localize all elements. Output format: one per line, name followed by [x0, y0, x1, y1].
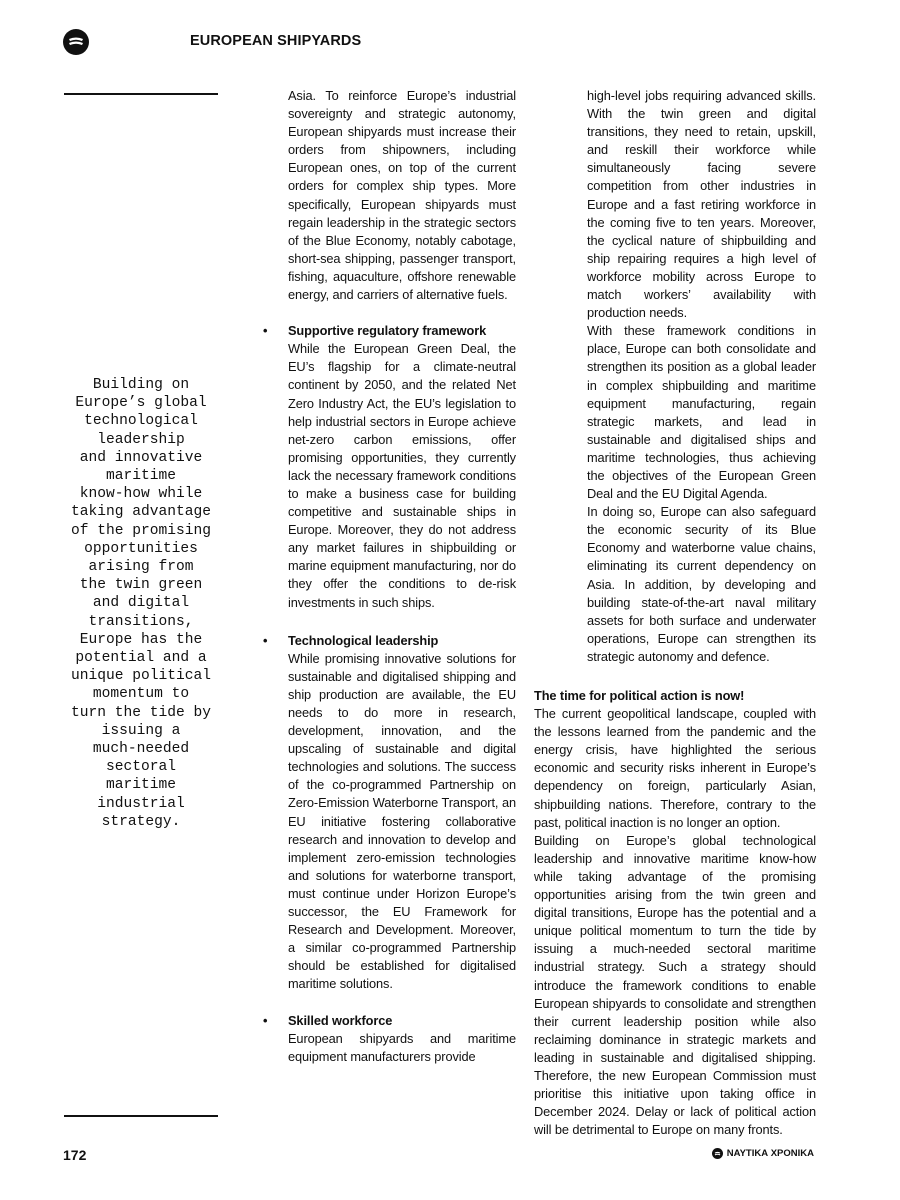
right-text-column: [534, 87, 816, 1139]
security-paragraph: In doing so, Europe can also safeguard the economic security of its Blue Economy and waterborne value chains, eliminating its current dependency on Asia. In addition, by developing and building state-of-the-art naval military assets for both surface and underwater operations, Europe can strengthen its strategic autonomy and defence.: [587, 504, 816, 664]
brand-name: ΝΑΥΤΙΚΑ ΧΡΟΝΙΚΑ: [726, 1148, 814, 1159]
intro-paragraph: Asia. To reinforce Europe’s industrial sovereignty and strategic autonomy, European shipyards must increase their orders from shipowners, including European ones, on top of the current orders for complex ship types. More specifically, European shipyards must regain leadership in the strategic sectors of the Blue Economy, notably cabotage, short-sea shipping, passenger transport, fishing, aquaculture, offshore renewable energy, and carriers of alternative fuels.: [288, 88, 516, 303]
workforce-paragraph: European shipyards and maritime equipment manufacturers provide: [288, 1030, 516, 1064]
bullet-icon: •: [263, 632, 268, 648]
action-heading: The time for political action is now!: [534, 688, 745, 703]
workforce-heading-text: Skilled workforce: [288, 1012, 393, 1028]
pull-quote: Building on Europe’s global technological leadership and innovative maritime know-how while taking advantage of the promising opportunities arising from the twin green and digital transitions, Europe has the potential and a unique political momentum to turn the tide by issuing a much-needed sectoral maritime industrial strategy.: [70, 377, 212, 830]
page-number: 172: [63, 1147, 87, 1163]
footer-brand: [712, 1148, 814, 1159]
workforce-heading: [263, 1012, 516, 1030]
publication-logo-icon: [63, 29, 89, 55]
bullet-icon: •: [263, 323, 268, 339]
action-paragraph-2: Building on Europe’s global technological leadership and innovative maritime know-how while taking advantage of the promising opportunities arising from the twin green and digital transitions, Europe has the potential and a unique political momentum to turn the tide by issuing a much-needed sectoral maritime industrial strategy. Such a strategy should introduce the framework conditions to enable European shipyards to consolidate and strengthen their current leadership position while also reclaiming dominance in strategic markets and leading in sustainable and digitalised shipping. Therefore, the new European Commission must prioritise this initiative upon taking office in December 2024. Delay or lack of political action will be detrimental to Europe on many fronts.: [534, 832, 816, 1138]
section-title: EUROPEAN SHIPYARDS: [190, 33, 362, 49]
conditions-paragraph: With these framework conditions in place, Europe can both consolidate and strengthen its position as a global leader in complex shipbuilding and maritime equipment manufacturing, regain strategic markets, and lead in sustainable and digitalised ships and maritime technologies, thus achieving the objectives of the European Green Deal and the EU Digital Agenda.: [587, 323, 816, 502]
left-text-column: [263, 87, 516, 1066]
workforce-continued-paragraph: high-level jobs requiring advanced skills. With the twin green and digital transitions, they need to retain, upskill, and reskill their workforce while simultaneously facing severe competition from other industries in Europe and a fast retiring workforce in the coming five to ten years. Moreover, the cyclical nature of shipbuilding and ship repairing requires a high level of workforce mobility across Europe to match workers’ availability with production needs.: [587, 88, 816, 321]
regulatory-heading-text: Supportive regulatory framework: [288, 323, 487, 339]
brand-logo-icon: [712, 1148, 723, 1159]
right-indented-block: [534, 87, 816, 666]
tech-heading: [263, 632, 516, 650]
regulatory-paragraph: While the European Green Deal, the EU’s flagship for a climate-neutral continent by 2050, and the related Net Zero Industry Act, the EU’s legislation to help industrial sectors in Europe achieve net-zero carbon emissions, offer promising opportunities, they currently lack the necessary framework conditions to make a business case for building competitive and sustainable ships in Europe. Moreover, they do not address any market failures in shipbuilding or marine equipment manufacturing, nor do they offer the conditions to de-risk investments in such ships.: [288, 341, 516, 610]
action-paragraph-1: The current geopolitical landscape, coupled with the lessons learned from the pandemic and the energy crisis, have highlighted the serious economic and security risks inherent in Europe’s dependency on foreign, particularly Asian, shipbuilding nations. Therefore, contrary to the past, political inaction is no longer an option.: [534, 706, 816, 830]
bottom-divider: [64, 1115, 218, 1117]
tech-heading-text: Technological leadership: [288, 632, 439, 648]
regulatory-heading: [263, 322, 516, 340]
bullet-icon: •: [263, 1012, 268, 1028]
tech-paragraph: While promising innovative solutions for sustainable and digitalised shipping and ship production are available, the EU needs to do more in research, development, innovation, and the upscaling of sustainable and digital technologies and solutions. The success of the co-programmed Partnership on Zero-Emission Waterborne Transport, an EU initiative fostering collaborative research and innovation to develop and implement zero-emission technologies and solutions for waterborne transport, must continue under Horizon Europe’s successor, the EU Framework for Research and Development. Moreover, a similar co-programmed Partnership should be established for digitalised maritime solutions.: [288, 650, 516, 992]
top-divider: [64, 93, 218, 95]
